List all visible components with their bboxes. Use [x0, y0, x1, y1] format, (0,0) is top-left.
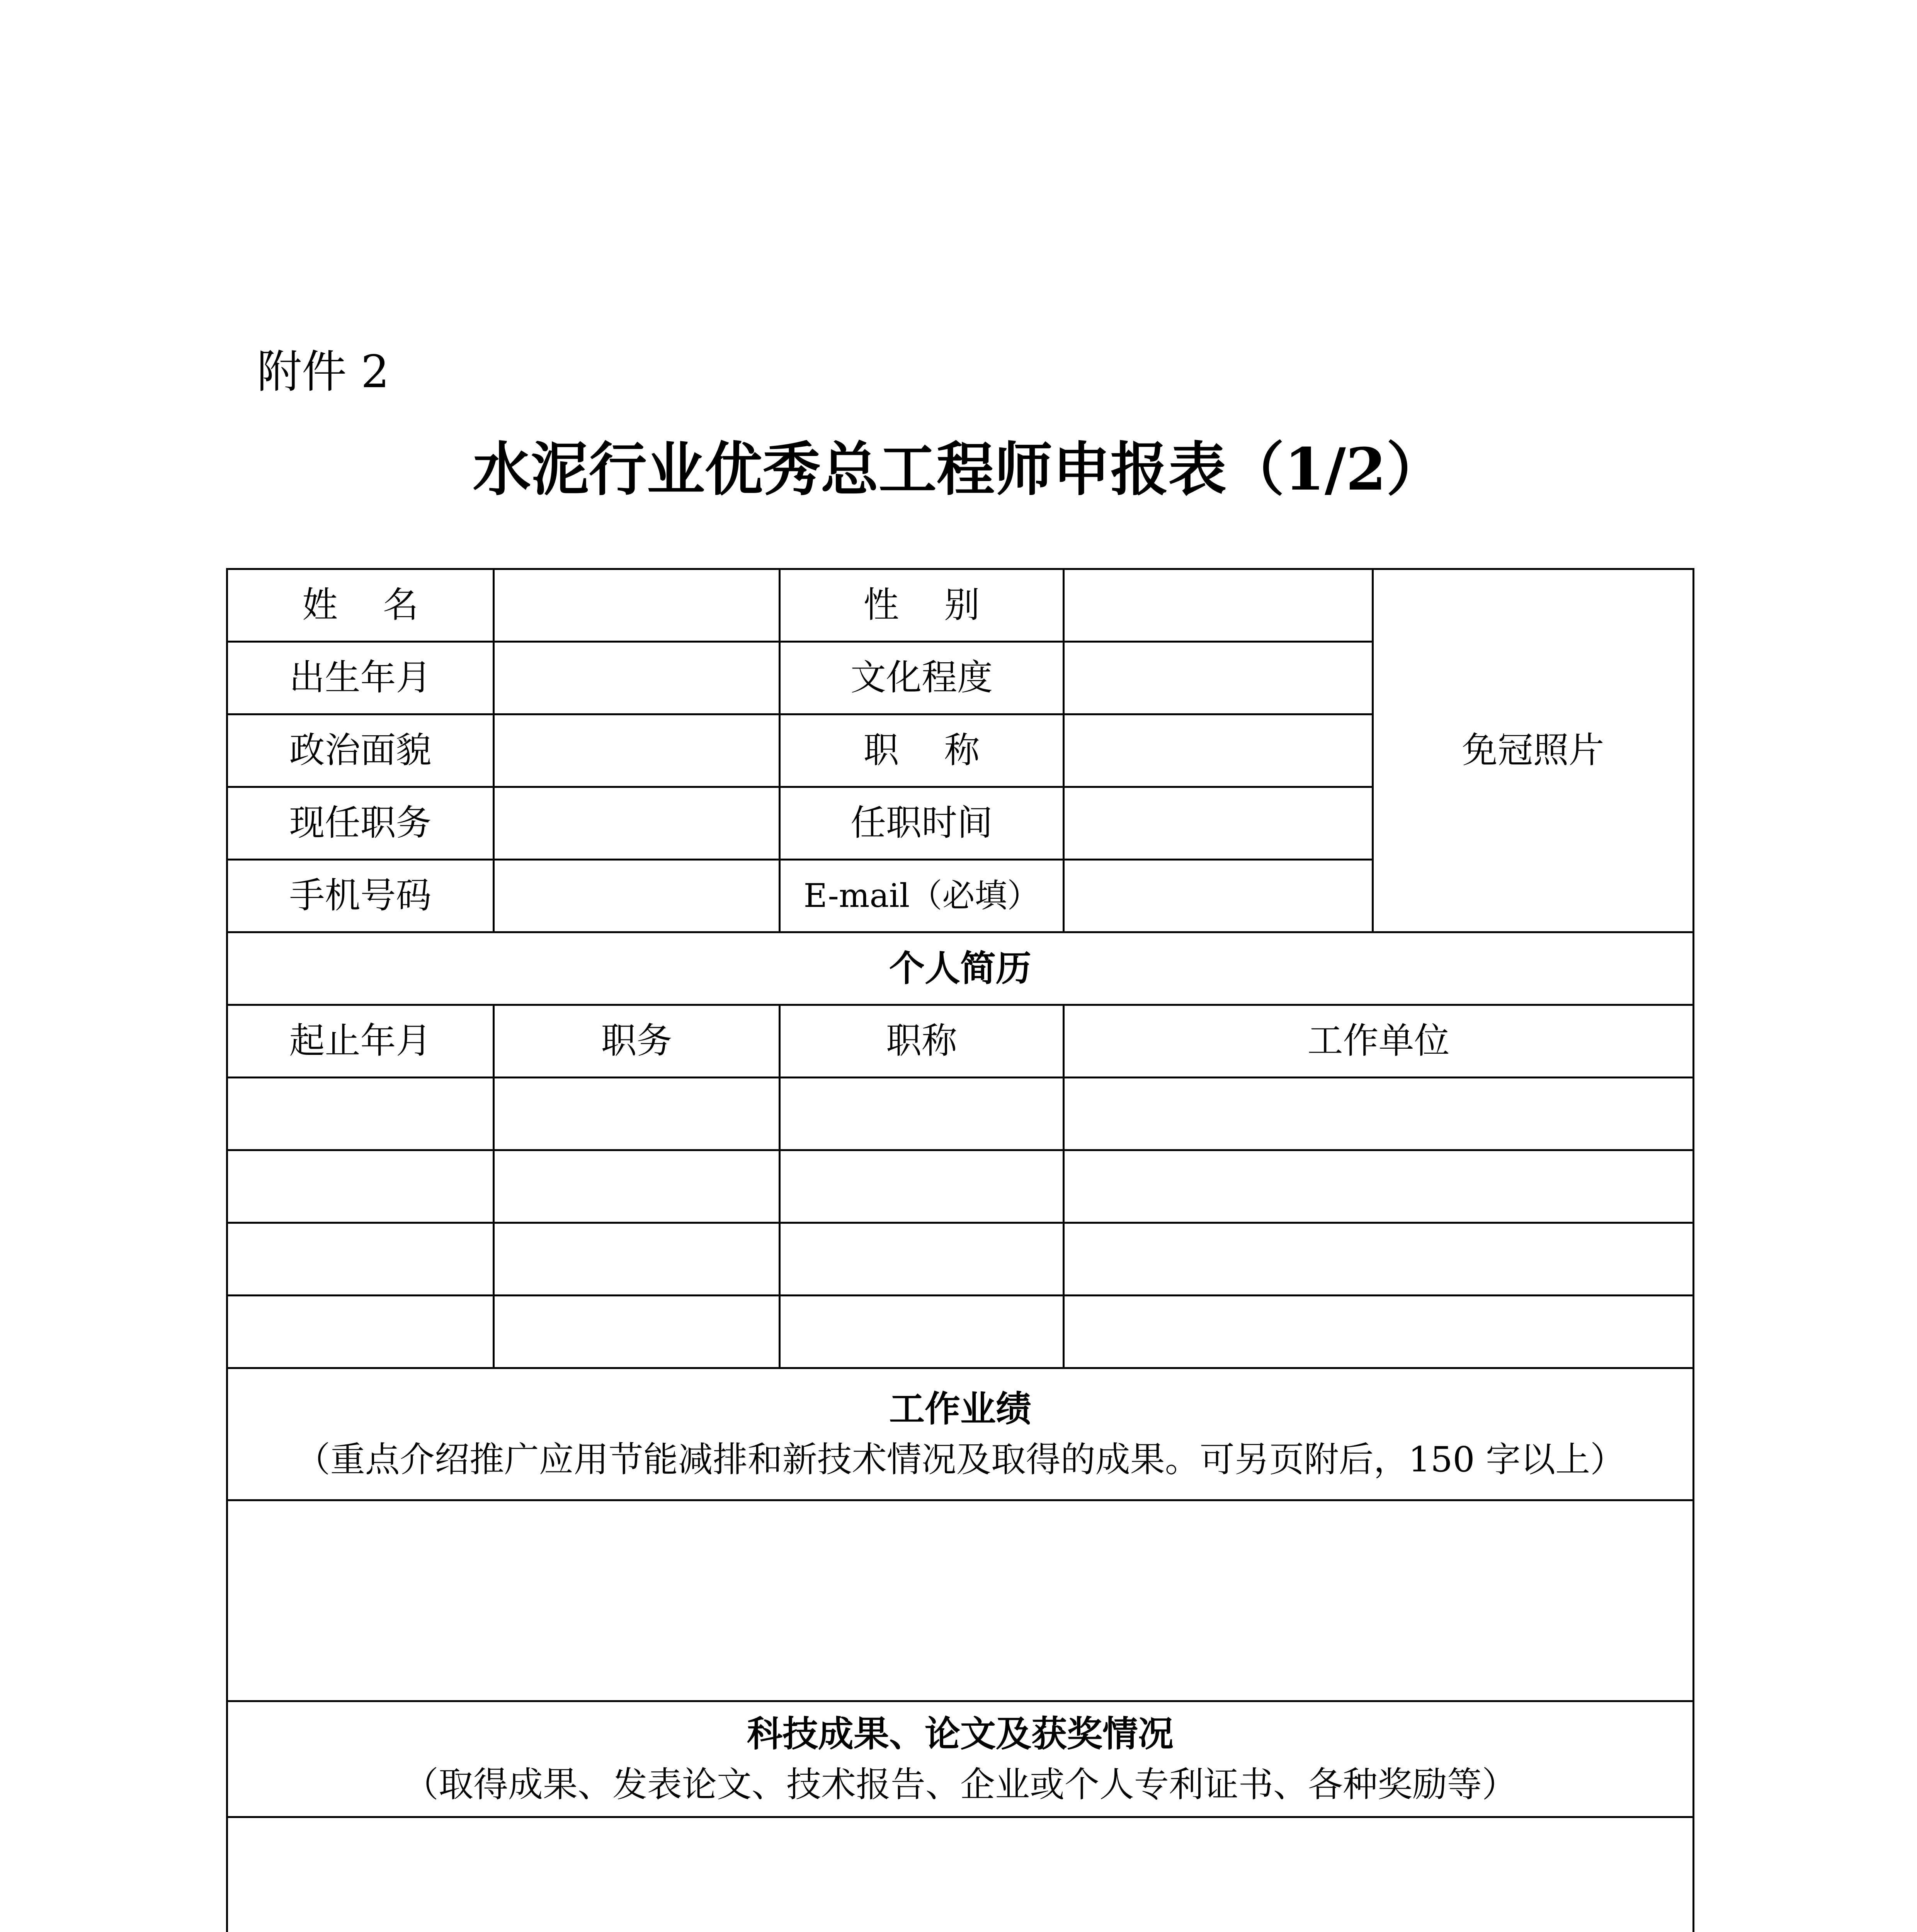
table-row [227, 1223, 1694, 1296]
birth-field[interactable] [494, 642, 780, 714]
current-position-label: 现任职务 [227, 787, 494, 860]
form-table [226, 568, 1694, 1932]
email-label: E-mail（必填） [780, 860, 1064, 932]
resume-col-position: 职务 [494, 1005, 780, 1078]
achievements-heading-cell [227, 1368, 1694, 1500]
political-status-field[interactable] [494, 714, 780, 787]
resume-employer-cell[interactable] [1064, 1078, 1694, 1150]
tenure-field[interactable] [1064, 787, 1373, 860]
resume-position-cell[interactable] [494, 1223, 780, 1296]
resume-title-cell[interactable] [780, 1296, 1064, 1368]
resume-col-period: 起止年月 [227, 1005, 494, 1078]
resume-employer-cell[interactable] [1064, 1150, 1694, 1223]
achievements-note: （重点介绍推广应用节能减排和新技术情况及取得的成果。可另页附后，150 字以上） [295, 1439, 1625, 1480]
birth-label: 出生年月 [227, 642, 494, 714]
resume-col-employer: 工作单位 [1064, 1005, 1694, 1078]
achievements-field[interactable] [227, 1500, 1694, 1701]
email-field[interactable] [1064, 860, 1373, 932]
phone-field[interactable] [494, 860, 780, 932]
resume-employer-cell[interactable] [1064, 1223, 1694, 1296]
application-form [226, 568, 1692, 1932]
resume-period-cell[interactable] [227, 1296, 494, 1368]
gender-label: 性 别 [780, 569, 1064, 642]
awards-heading-cell [227, 1701, 1694, 1817]
political-status-label: 政治面貌 [227, 714, 494, 787]
table-row [227, 1150, 1694, 1223]
name-label: 姓 名 [227, 569, 494, 642]
awards-heading: 科技成果、论文及获奖情况 [747, 1713, 1174, 1755]
gender-field[interactable] [1064, 569, 1373, 642]
form-title: 水泥行业优秀总工程师申报表（1/2） [473, 435, 1444, 503]
table-row [227, 1296, 1694, 1368]
professional-title-label: 职 称 [780, 714, 1064, 787]
resume-position-cell[interactable] [494, 1150, 780, 1223]
achievements-heading: 工作业绩 [889, 1388, 1031, 1430]
resume-title-cell[interactable] [780, 1150, 1064, 1223]
name-field[interactable] [494, 569, 780, 642]
resume-heading: 个人简历 [227, 932, 1694, 1005]
education-label: 文化程度 [780, 642, 1064, 714]
resume-period-cell[interactable] [227, 1223, 494, 1296]
awards-note: （取得成果、发表论文、技术报告、企业或个人专利证书、各种奖励等） [404, 1764, 1517, 1805]
attachment-label: 附件 2 [257, 346, 390, 398]
resume-title-cell[interactable] [780, 1078, 1064, 1150]
resume-col-title: 职称 [780, 1005, 1064, 1078]
professional-title-field[interactable] [1064, 714, 1373, 787]
resume-title-cell[interactable] [780, 1223, 1064, 1296]
resume-period-cell[interactable] [227, 1078, 494, 1150]
resume-position-cell[interactable] [494, 1296, 780, 1368]
education-field[interactable] [1064, 642, 1373, 714]
awards-field[interactable] [227, 1817, 1694, 1932]
current-position-field[interactable] [494, 787, 780, 860]
resume-period-cell[interactable] [227, 1150, 494, 1223]
table-row [227, 1078, 1694, 1150]
photo-box[interactable]: 免冠照片 [1373, 569, 1694, 932]
phone-label: 手机号码 [227, 860, 494, 932]
resume-position-cell[interactable] [494, 1078, 780, 1150]
resume-employer-cell[interactable] [1064, 1296, 1694, 1368]
tenure-label: 任职时间 [780, 787, 1064, 860]
